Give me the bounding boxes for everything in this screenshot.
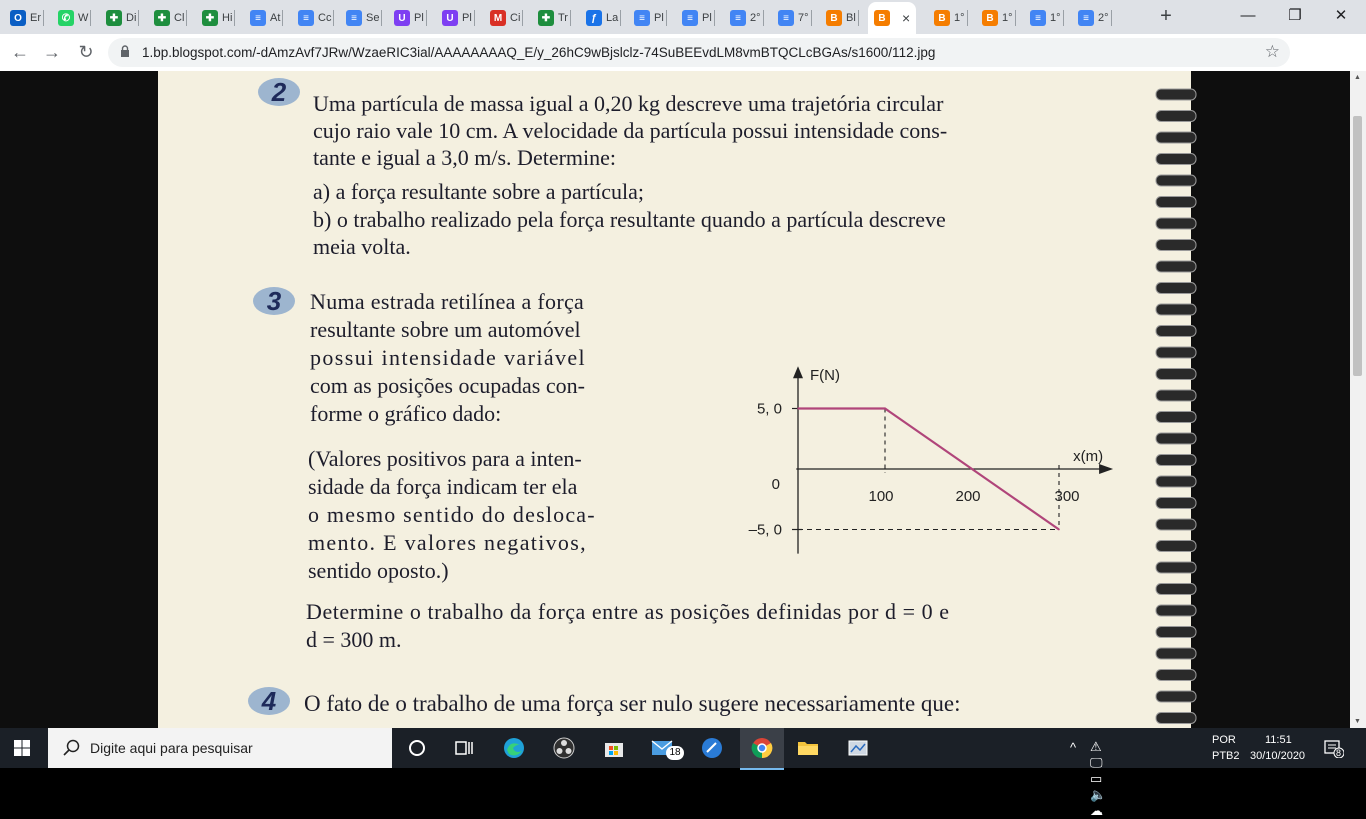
photo-app-icon[interactable] [846,736,870,760]
spiral-ring [1156,218,1196,229]
tab-label: Ci [510,12,521,24]
obs-icon[interactable] [552,736,576,760]
tab-label: La [606,12,619,24]
spiral-ring [1156,498,1196,509]
q3-line: Determine o trabalho da força entre as posições definidas por d = 0 e [306,599,950,624]
back-arrow-icon[interactable]: ← [11,42,29,62]
spiral-ring [1156,304,1196,315]
spiral-ring [1156,283,1196,294]
tab-separator [186,10,187,26]
browser-tab[interactable] [1078,4,1109,32]
docs-icon: ≡ [346,10,362,26]
q2-line: meia volta. [313,234,411,259]
tab-separator [43,10,44,26]
notebook-spiral [1152,71,1200,728]
bookmark-star-icon[interactable]: ☆ [1264,42,1280,61]
spiral-ring [1156,111,1196,122]
spiral-ring [1156,89,1196,100]
spiral-ring [1156,541,1196,552]
tab-separator [522,10,523,26]
spiral-ring [1156,261,1196,272]
blogger-icon: B [826,10,842,26]
spiral-ring [1156,584,1196,595]
scroll-down-icon[interactable]: ▼ [1354,718,1361,725]
restore-icon[interactable]: ❐ [1288,7,1302,24]
leaf-icon: ƒ [586,10,602,26]
sheets-icon: ✚ [538,10,554,26]
q3-line: sentido oposto.) [308,558,449,583]
docs-icon: ≡ [682,10,698,26]
browser-tab[interactable] [982,4,1013,32]
browser-tab[interactable] [58,4,88,32]
data-point [1058,529,1060,531]
spiral-ring [1156,326,1196,337]
u-icon: U [394,10,410,26]
spiral-ring [1156,412,1196,423]
new-tab-button[interactable]: + [1160,5,1172,27]
taskbar-search-box[interactable] [48,728,392,768]
gmail-icon: M [490,10,506,26]
x-tick-label: 100 [868,488,894,505]
tab-separator [811,10,812,26]
spiral-ring [1156,132,1196,143]
tab-label: W [78,12,89,24]
browser-tab[interactable] [778,4,809,32]
tab-separator [858,10,859,26]
browser-tab[interactable] [298,4,331,32]
clock-date[interactable]: 30/10/2020 [1250,750,1306,762]
spiral-ring [1156,519,1196,530]
address-bar[interactable] [108,38,1290,67]
reload-icon[interactable]: ↻ [78,42,94,62]
question-number-3: 3 [253,287,295,315]
tab-label: 7° [798,12,809,24]
tab-label: Pl [654,12,664,24]
force-position-chart [728,321,1148,566]
browser-tab[interactable] [346,4,379,32]
x-tick-label: 300 [1054,488,1080,505]
docs-icon: ≡ [730,10,746,26]
tab-label: Hi [222,12,233,24]
q3-line: possui intensidade variável [310,345,587,370]
tab-label: Pl [462,12,472,24]
tab-separator [138,10,139,26]
close-window-icon[interactable]: ✕ [1334,7,1348,24]
docs-icon: ≡ [298,10,314,26]
tab-separator [333,10,334,26]
sheets-icon: ✚ [202,10,218,26]
tab-label: 1° [1050,12,1061,24]
tab-separator [570,10,571,26]
tab-separator [620,10,621,26]
mail-badge: 18 [666,746,684,760]
chrome-taskbar-item[interactable] [740,728,784,770]
browser-tab[interactable] [682,4,712,32]
tab-label: 1° [954,12,965,24]
x-tick-label: 200 [955,488,981,505]
spiral-ring [1156,369,1196,380]
tab-separator [90,10,91,26]
scroll-up-icon[interactable]: ▲ [1354,74,1361,81]
browser-tab[interactable] [250,4,280,32]
scanned-page [158,71,1191,728]
minimize-icon[interactable]: — [1240,7,1256,24]
browser-tab[interactable] [730,4,761,32]
browser-tab[interactable] [490,4,520,32]
spiral-ring [1156,455,1196,466]
q3-line: (Valores positivos para a inten- [308,446,582,471]
tab-label: Tr [558,12,568,24]
spiral-ring [1156,197,1196,208]
image-viewer [0,71,1366,728]
windows-start-icon[interactable] [14,740,30,756]
q3-line: Numa estrada retilínea a força [310,289,585,314]
tab-separator [234,10,235,26]
q3-line: sidade da força indicam ter ela [308,474,578,499]
file-explorer-icon[interactable] [796,736,820,760]
store-icon[interactable] [602,736,626,760]
y-tick-label: –5, 0 [748,521,782,539]
cortana-icon[interactable] [405,736,429,760]
tab-separator [666,10,667,26]
active-tab[interactable] [868,2,916,34]
q2-line: Uma partícula de massa igual a 0,20 kg descreve uma trajetória circular [313,91,944,116]
q2-line: b) o trabalho realizado pela força resultante quando a partícula descreve [313,207,946,232]
spiral-ring [1156,648,1196,659]
x-axis-label: x(m) [1073,448,1104,465]
tab-label: Se [366,12,380,24]
url-text: 1.bp.blogspot.com/-dAmzAvf7JRw/WzaeRIC3ial/AAAAAAAAQ_E/y_26hC9wBjslclz-74SuBEEvdLM8vmBTQCLcBGAs/s1600/112.jpg [142,45,936,60]
docs-icon: ≡ [250,10,266,26]
browser-tab[interactable] [154,4,184,32]
browser-tab[interactable] [442,4,472,32]
browser-tab[interactable] [202,4,232,32]
x-axis-arrow [1099,464,1113,474]
browser-tab[interactable] [538,4,568,32]
q3-line: com as posições ocupadas con- [310,373,585,398]
q2-line: a) a força resultante sobre a partícula; [313,179,645,204]
spiral-ring [1156,670,1196,681]
q3-line: forme o gráfico dado: [310,401,502,426]
tab-label: Bl [846,12,856,24]
tab-close-icon[interactable]: × [902,10,911,26]
browser-tab[interactable] [394,4,424,32]
sheets-icon: ✚ [106,10,122,26]
keyboard-language[interactable]: POR [1212,734,1236,746]
docs-icon: ≡ [778,10,794,26]
tab-label: At [270,12,281,24]
data-point [971,468,973,470]
tab-separator [426,10,427,26]
browser-tab[interactable] [1030,4,1061,32]
y-axis-label: F(N) [810,367,840,385]
tab-label: 1° [1002,12,1013,24]
tab-label: Pl [414,12,424,24]
task-view-icon[interactable] [452,736,476,760]
data-point [797,408,799,410]
keyboard-layout[interactable]: PTB2 [1212,750,1240,762]
q2-line: tante e igual a 3,0 m/s. Determine: [313,145,617,170]
u-icon: U [442,10,458,26]
tab-label: Pl [702,12,712,24]
question-number-2: 2 [258,78,300,106]
search-icon [62,738,82,758]
spiral-ring [1156,562,1196,573]
q3-line: resultante sobre um automóvel [310,317,581,342]
tab-separator [1111,10,1112,26]
tab-separator [381,10,382,26]
browser-toolbar [0,34,1366,72]
tab-separator [282,10,283,26]
browser-tab[interactable] [106,4,136,32]
y-axis-arrow [793,366,803,378]
tab-label: 2° [750,12,761,24]
forward-arrow-icon[interactable]: → [43,42,61,62]
y-tick-label: 5, 0 [756,400,782,418]
tab-strip [0,0,1366,34]
q3-line: mento. E valores negativos, [308,530,587,555]
y-tick-label: 0 [771,476,780,493]
spiral-ring [1156,476,1196,487]
tab-label: 2° [1098,12,1109,24]
outlook-icon: O [10,10,26,26]
docs-icon: ≡ [634,10,650,26]
spiral-ring [1156,691,1196,702]
tab-separator [967,10,968,26]
spiral-ring [1156,175,1196,186]
browser-tab[interactable] [634,4,664,32]
blogger-icon: B [982,10,998,26]
docs-icon: ≡ [1078,10,1094,26]
browser-tab[interactable] [934,4,965,32]
tab-separator [1015,10,1016,26]
tab-label: Cc [318,12,332,24]
blogger-icon: B [874,10,890,26]
whatsapp-icon: ✆ [58,10,74,26]
spiral-ring [1156,154,1196,165]
browser-speed-icon[interactable] [700,736,724,760]
spiral-ring [1156,390,1196,401]
search-placeholder: Digite aqui para pesquisar [90,740,253,756]
browser-tab[interactable] [826,4,856,32]
spiral-ring [1156,347,1196,358]
data-point [884,408,886,410]
chrome-icon [750,736,774,760]
tab-label: Er [30,12,41,24]
vertical-scrollbar[interactable] [1350,71,1366,728]
tab-label: Di [126,12,137,24]
docs-icon: ≡ [1030,10,1046,26]
tab-separator [474,10,475,26]
tab-separator [714,10,715,26]
spiral-ring [1156,240,1196,251]
q3-line: o mesmo sentido do desloca- [308,502,596,527]
browser-tab[interactable] [586,4,618,32]
browser-tab[interactable] [10,4,41,32]
q4-line: O fato de o trabalho de uma força ser nulo sugere necessariamente que: [304,691,961,716]
tab-label: Cl [174,12,185,24]
question-number-4: 4 [248,687,290,715]
tab-separator [1063,10,1064,26]
spiral-ring [1156,605,1196,616]
sheets-icon: ✚ [154,10,170,26]
clock-time[interactable]: 11:51 [1265,734,1292,746]
blogger-icon: B [934,10,950,26]
tray-expand-icon[interactable]: ^ [1070,740,1077,755]
tab-separator [763,10,764,26]
spiral-ring [1156,713,1196,724]
edge-icon[interactable] [502,736,526,760]
q2-line: cujo raio vale 10 cm. A velocidade da partícula possui intensidade cons- [313,118,948,143]
spiral-ring [1156,433,1196,444]
windows-taskbar [0,728,1366,818]
tray-status-icons[interactable]: ⚠ 🖵 ▭ 🔈 ☁ [1090,739,1107,818]
scrollbar-thumb[interactable] [1353,116,1362,376]
q3-line: d = 300 m. [306,627,402,652]
notification-count: 8 [1336,748,1342,758]
spiral-ring [1156,627,1196,638]
lock-icon [120,45,130,57]
